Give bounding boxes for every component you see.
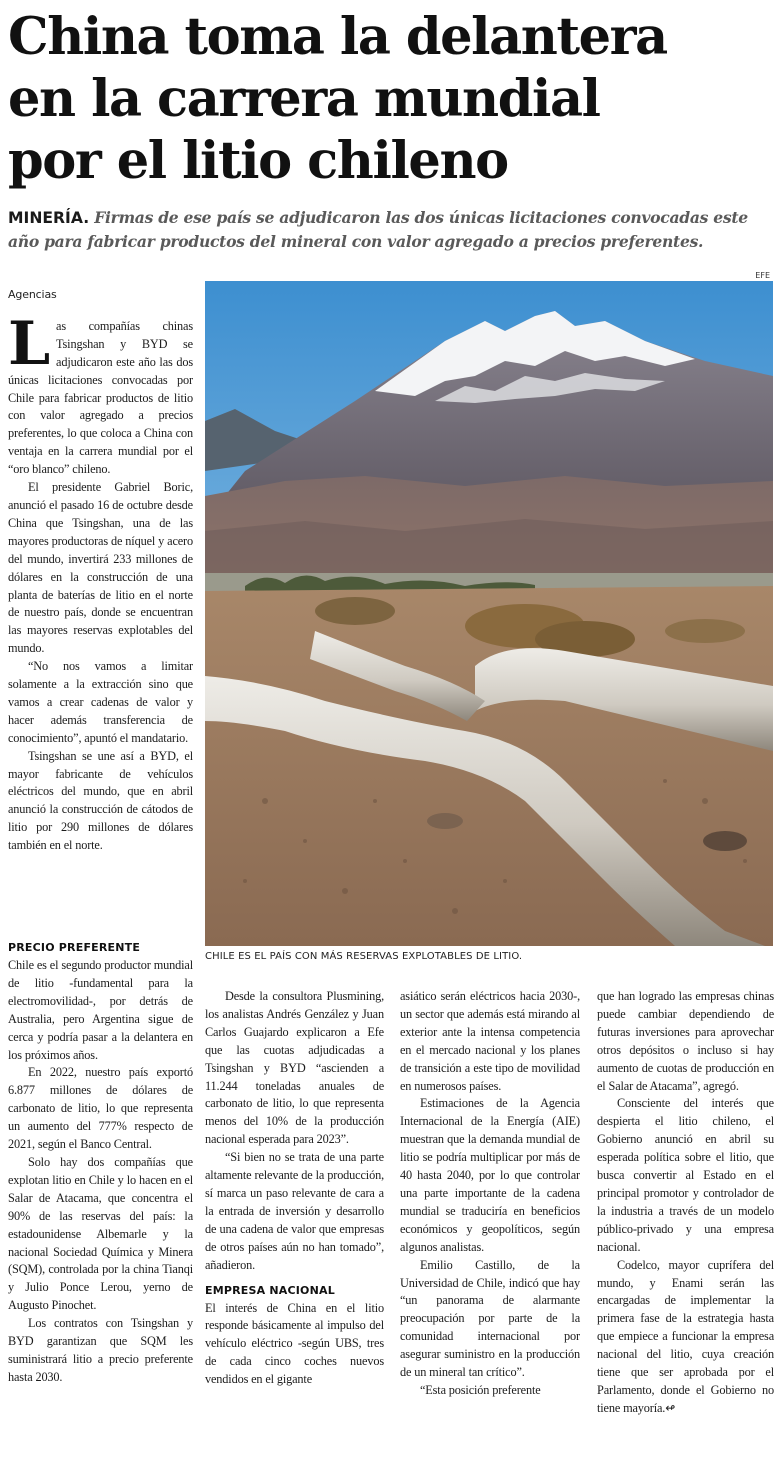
lead-text: as compañías chinas Tsingshan y BYD se adjudicaron este año las dos únicas licitaciones convocadas por Chile para fabricar productos de litio con valor agregado a precios preferentes, lo que coloca a China con ventaja en la carrera mundial por el “oro blanco” chileno. [8,318,193,477]
column-2 [205,988,384,1389]
end-mark-icon: ↫ [665,1400,676,1415]
paragraph: “No nos vamos a limitar solamente a la extracción sino que vamos a crear cadenas de valor y hacer además transferencia de conocimiento”, apuntó el mandatario. [8,659,193,745]
subhead-empresa-nacional: EMPRESA NACIONAL [205,1283,335,1297]
paragraph: que han logrado las empresas chinas puede cambiar dependiendo de futuras inversiones para aprovechar otros depósitos o incluso si hay aumento de cuotas de producción en el Salar de Atacama”, agregó. [597,989,774,1093]
drop-cap: L [8,308,51,379]
deck [8,206,774,253]
column-3 [400,988,580,1400]
paragraph: En 2022, nuestro país exportó 6.877 millones de dólares de carbonato de litio, lo que representa un aumento del 777% respecto de 2021, según el Banco Central. [8,1065,193,1152]
subhead-precio-preferente: PRECIO PREFERENTE [8,941,141,954]
headline-line-2: en la carrera mundial [8,69,600,129]
photo-caption: CHILE ES EL PAÍS CON MÁS RESERVAS EXPLOTABLES DE LITIO. [205,951,523,962]
byline: Agencias [8,288,57,301]
paragraph: “Esta posición preferente [420,1382,541,1397]
article-photo [205,281,773,946]
paragraph: Desde la consultora Plusmining, los analistas Andrés Genzález y Juan Carlos Guajardo explicaron a Efe que las cuotas adjudicadas a Tsingshan y BYD “ascienden a 11.244 toneladas anuales de carbonato de litio, lo que representa menos del 10% de la producción nacional esperada para 2023”. [205,989,384,1147]
paragraph: asiático serán eléctricos hacia 2030-, un sector que además está mirando al exterior ante la intensa competencia en el mercado nacional y los planes de transición a este tipo de movilidad en numerosos países. [400,989,580,1093]
paragraph-text: Codelco, mayor cuprífera del mundo, y Enami serán las encargadas de implementar la primera fase de la estrategia hasta que empiece a funcionar la empresa nacional del litio, cuya creación tiene que ser aprobada por el Parlamento, donde el Gobierno no tiene mayoría. [597,1257,774,1415]
paragraph: El interés de China en el litio responde básicamente al impulso del vehículo eléctrico -según UBS, tres de cada cinco coches nuevos vendidos en el gigante [205,1300,384,1387]
column-1-continued [8,932,193,1387]
paragraph: “Si bien no se trata de una parte altamente relevante de la producción, sí marca un paso relevante de cara a la entrada de inversión y desarrollo de una cadena de valor que empresas de otros países aún no han tomado”, añadieron. [205,1150,384,1272]
column-1 [8,286,193,855]
paragraph: Los contratos con Tsingshan y BYD garantizan que SQM les suministrará litio a precio preferente hasta 2030. [8,1316,193,1384]
photo-credit: EFE [755,271,770,280]
paragraph: El presidente Gabriel Boric, anunció el pasado 16 de octubre desde China que Tsingshan, una de las mayores productoras de níquel y acero del mundo, invertirá 233 millones de dólares en la construcción de una planta de baterías de litio en el norte de nuestro país, donde se encuentran las mayores reservas explotables del mundo. [8,480,193,656]
paragraph: Estimaciones de la Agencia Internacional de la Energía (AIE) muestran que la demanda mundial de litio se podría multiplicar por más de 40 hasta 2040, por lo que controlar una parte importante de la cadena mundial se traduciría en beneficios económicos y geopolíticos, según algunos analistas. [400,1096,580,1254]
paragraph [597,1257,774,1418]
paragraph: Solo hay dos compañías que explotan litio en Chile y lo hacen en el Salar de Atacama, que concentra el 90% de las reservas del país: la estadounidense Albemarle y la nacional Sociedad Química y Minera (SQM), controlada por la china Tianqi y Julio Ponce Lerou, yerno de Augusto Pinochet. [8,1154,193,1313]
paragraph: Consciente del interés que despierta el litio chileno, el Gobierno anunció en abril su esperada política sobre el litio, que busca convertir al Estado en el principal promotor y controlador de la industria a través de un modelo público-privado y una empresa nacional. [597,1096,774,1254]
deck-text: Firmas de ese país se adjudicaron las dos únicas licitaciones convocadas este año para fabricar productos del mineral con valor agregado a precios preferentes. [8,208,748,251]
headline-line-3: por el litio chileno [8,131,508,191]
paragraph: Emilio Castillo, de la Universidad de Chile, indicó que hay “un panorama de alarmante preocupación por parte de la comunidad internacional por asegurar suministro en la producción de un mineral tan crítico”. [400,1257,580,1380]
lead-paragraph [8,308,193,479]
column-4 [597,988,774,1418]
headline [8,6,772,192]
paragraph: Tsingshan se une así a BYD, el mayor fabricante de vehículos eléctricos del mundo, que en abril anunció la construcción de cátodos de litio por 290 millones de dólares también en el norte. [8,748,193,853]
paragraph: Chile es el segundo productor mundial de litio -fundamental para la electromovilidad-, por detrás de Australia, pero Argentina sigue de cerca y podría pasar a la delantera en los próximos años. [8,958,193,1062]
kicker: MINERÍA. [8,209,90,227]
headline-line-1: China toma la delantera [8,7,667,67]
